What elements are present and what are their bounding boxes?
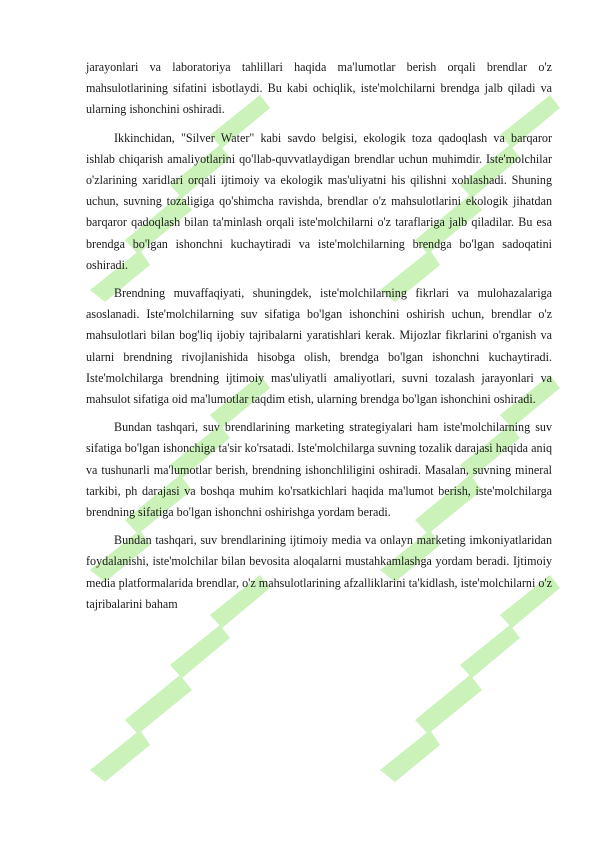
body-text	[86, 57, 552, 622]
paragraph: Ikkinchidan, "Silver Water" kabi savdo belgisi, ekologik toza qadoqlash va barqaror ishlab chiqarish amaliyotlarini qo'llab-quvvatlaydigan brendlar uchun muhimdir. Iste'molchilar o'zlarining xaridlari orqali ijtimoiy va ekologik mas'uliyatni his qilishni xohlashadi. Shuning uchun, suvning tozaligiga qo'shimcha ravishda, brendlar o'z mahsulotlarini ekologik jihatdan barqaror qadoqlash bilan ta'minlash orqali iste'molchilarni o'z taraflariga jalb qiladilar. Bu esa brendga bo'lgan ishonchni kuchaytiradi va iste'molchilarning brendga bo'lgan sadoqatini oshiradi.	[86, 130, 552, 272]
paragraph: Brendning muvaffaqiyati, shuningdek, iste'molchilarning fikrlari va mulohazalariga asoslanadi. Iste'molchilarning suv sifatiga bo'lgan ishonchini oshirish uchun, brendlar o'z mahsulotlari bilan bog'liq ijobiy tajribalarni yaratishlari kerak. Mijozlar fikrlarini o'rganish va ularni brendning rivojlanishida hisobga olish, brendga bo'lgan ishonchni kuchaytiradi. Iste'molchilarga brendning ijtimoiy mas'uliyatli amaliyotlari, suvni tozalash jarayonlari va mahsulot sifatiga oid ma'lumotlar taqdim etish, ularning brendga bo'lgan ishonchini oshiradi.	[86, 286, 552, 407]
paragraph-continued: jarayonlari va laboratoriya tahlillari haqida ma'lumotlar berish orqali brendlar o'z mahsulotlarining sifatini isbotlaydi. Bu kabi ochiqlik, iste'molchilarni brendga jalb qiladi va ularning ishonchini oshiradi.	[86, 60, 552, 117]
paragraph: Bundan tashqari, suv brendlarining marketing strategiyalari ham iste'molchilarning suv sifatiga bo'lgan ishonchiga ta'sir ko'rsatadi. Iste'molchilarga suvning tozalik darajasi haqida aniq va tushunarli ma'lumotlar berish, brendning ishonchliligini oshiradi. Masalan, suvning mineral tarkibi, ph darajasi va boshqa muhim ko'rsatkichlari haqida ma'lumot berish, iste'molchilarga brendning sifatiga bo'lgan ishonchni oshirishga yordam beradi.	[86, 420, 552, 520]
paragraph: Bundan tashqari, suv brendlarining ijtimoiy media va onlayn marketing imkoniyatlaridan foydalanishi, iste'molchilar bilan bevosita aloqalarni mustahkamlashga yordam beradi. Ijtimoiy media platformalarida brendlar, o'z mahsulotlarining afzalliklarini ta'kidlash, iste'molchilarni o'z tajribalarini baham	[86, 533, 552, 611]
